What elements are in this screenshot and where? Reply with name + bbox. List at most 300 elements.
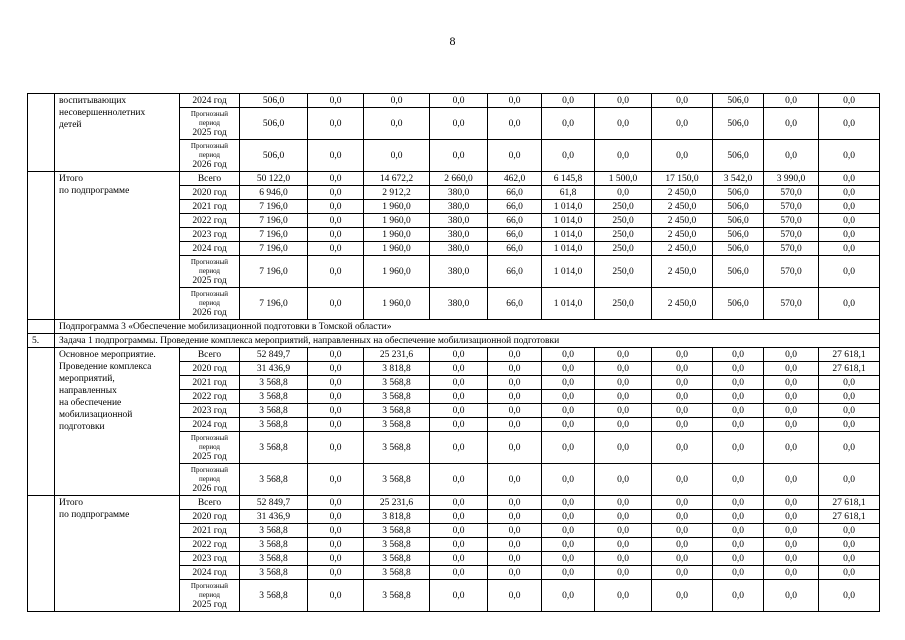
value-cell: 0,0 xyxy=(488,348,542,362)
value-cell: 0,0 xyxy=(764,362,819,376)
value-cell: 0,0 xyxy=(430,108,488,140)
value-cell: 0,0 xyxy=(713,580,764,612)
value-cell: 0,0 xyxy=(819,214,880,228)
period-year: 2025 год xyxy=(192,451,227,462)
value-cell: 3 568,8 xyxy=(240,566,308,580)
value-cell: 66,0 xyxy=(488,228,542,242)
value-cell: 0,0 xyxy=(764,348,819,362)
value-cell: 0,0 xyxy=(595,566,652,580)
value-cell: 570,0 xyxy=(764,214,819,228)
value-cell: 0,0 xyxy=(542,566,595,580)
value-cell: 66,0 xyxy=(488,200,542,214)
value-cell: 6 145,8 xyxy=(542,172,595,186)
period-cell: 2023 год xyxy=(180,552,240,566)
period-cell: 2024 год xyxy=(180,242,240,256)
value-cell: 3 818,8 xyxy=(364,510,430,524)
period-cell: 2020 год xyxy=(180,186,240,200)
value-cell: 0,0 xyxy=(819,432,880,464)
value-cell: 2 450,0 xyxy=(652,288,713,320)
value-cell: 0,0 xyxy=(819,108,880,140)
period-cell: 2021 год xyxy=(180,200,240,214)
value-cell: 3 568,8 xyxy=(240,376,308,390)
table-row xyxy=(28,172,880,186)
value-cell: 0,0 xyxy=(764,510,819,524)
value-cell: 2 912,2 xyxy=(364,186,430,200)
value-cell: 0,0 xyxy=(308,214,364,228)
page-number: 8 xyxy=(449,34,456,48)
value-cell: 0,0 xyxy=(819,418,880,432)
value-cell: 506,0 xyxy=(713,186,764,200)
value-cell: 0,0 xyxy=(542,140,595,172)
value-cell: 0,0 xyxy=(713,362,764,376)
value-cell: 0,0 xyxy=(819,256,880,288)
value-cell: 380,0 xyxy=(430,200,488,214)
value-cell: 1 014,0 xyxy=(542,288,595,320)
value-cell: 250,0 xyxy=(595,242,652,256)
value-cell: 0,0 xyxy=(652,580,713,612)
value-cell: 0,0 xyxy=(595,580,652,612)
value-cell: 0,0 xyxy=(488,390,542,404)
value-cell: 0,0 xyxy=(542,94,595,108)
value-cell: 506,0 xyxy=(240,140,308,172)
period-cell: 2024 год xyxy=(180,566,240,580)
value-cell: 0,0 xyxy=(308,228,364,242)
value-cell: 1 014,0 xyxy=(542,256,595,288)
forecast-label: Прогнозный период xyxy=(190,109,229,127)
value-cell: 0,0 xyxy=(542,404,595,418)
row-number-cell xyxy=(28,94,55,172)
period-cell: 2022 год xyxy=(180,538,240,552)
value-cell: 2 450,0 xyxy=(652,256,713,288)
value-cell: 3 568,8 xyxy=(240,432,308,464)
value-cell: 1 960,0 xyxy=(364,228,430,242)
value-cell: 1 014,0 xyxy=(542,228,595,242)
value-cell: 52 849,7 xyxy=(240,348,308,362)
value-cell: 570,0 xyxy=(764,256,819,288)
value-cell: 506,0 xyxy=(713,108,764,140)
period-cell xyxy=(180,288,240,320)
value-cell: 0,0 xyxy=(488,580,542,612)
period-cell: Всего xyxy=(180,348,240,362)
period-year: 2025 год xyxy=(192,275,227,286)
period-cell: 2020 год xyxy=(180,510,240,524)
value-cell: 0,0 xyxy=(364,94,430,108)
value-cell: 1 960,0 xyxy=(364,200,430,214)
value-cell: 7 196,0 xyxy=(240,228,308,242)
value-cell: 3 568,8 xyxy=(364,464,430,496)
value-cell: 380,0 xyxy=(430,242,488,256)
value-cell: 2 450,0 xyxy=(652,200,713,214)
value-cell: 0,0 xyxy=(764,404,819,418)
value-cell: 0,0 xyxy=(764,140,819,172)
value-cell: 0,0 xyxy=(430,362,488,376)
value-cell: 380,0 xyxy=(430,228,488,242)
value-cell: 0,0 xyxy=(819,524,880,538)
value-cell: 0,0 xyxy=(308,496,364,510)
value-cell: 0,0 xyxy=(542,524,595,538)
value-cell: 1 960,0 xyxy=(364,288,430,320)
value-cell: 0,0 xyxy=(308,418,364,432)
value-cell: 1 500,0 xyxy=(595,172,652,186)
value-cell: 0,0 xyxy=(308,376,364,390)
row-number-cell: 5. xyxy=(28,334,55,348)
value-cell: 250,0 xyxy=(595,256,652,288)
value-cell: 66,0 xyxy=(488,288,542,320)
value-cell: 3 568,8 xyxy=(364,404,430,418)
value-cell: 3 568,8 xyxy=(364,566,430,580)
value-cell: 27 618,1 xyxy=(819,362,880,376)
value-cell: 7 196,0 xyxy=(240,200,308,214)
value-cell: 0,0 xyxy=(430,538,488,552)
value-cell: 0,0 xyxy=(713,418,764,432)
period-cell xyxy=(180,140,240,172)
value-cell: 0,0 xyxy=(819,172,880,186)
value-cell: 250,0 xyxy=(595,288,652,320)
value-cell: 0,0 xyxy=(595,390,652,404)
value-cell: 0,0 xyxy=(430,580,488,612)
value-cell: 0,0 xyxy=(713,538,764,552)
value-cell: 506,0 xyxy=(713,140,764,172)
period-cell xyxy=(180,256,240,288)
value-cell: 0,0 xyxy=(308,404,364,418)
value-cell: 0,0 xyxy=(652,108,713,140)
value-cell: 0,0 xyxy=(764,524,819,538)
value-cell: 0,0 xyxy=(652,464,713,496)
period-cell: 2024 год xyxy=(180,94,240,108)
item-name: Итого по подпрограмме xyxy=(55,172,180,320)
value-cell: 3 568,8 xyxy=(240,524,308,538)
value-cell: 3 568,8 xyxy=(240,418,308,432)
value-cell: 6 946,0 xyxy=(240,186,308,200)
period-cell: 2020 год xyxy=(180,362,240,376)
value-cell: 3 568,8 xyxy=(240,552,308,566)
value-cell: 0,0 xyxy=(542,432,595,464)
value-cell: 0,0 xyxy=(595,108,652,140)
value-cell: 0,0 xyxy=(308,242,364,256)
value-cell: 0,0 xyxy=(488,362,542,376)
forecast-label: Прогнозный период xyxy=(190,433,229,451)
value-cell: 570,0 xyxy=(764,186,819,200)
period-cell: 2022 год xyxy=(180,214,240,228)
value-cell: 3 568,8 xyxy=(364,376,430,390)
value-cell: 0,0 xyxy=(488,552,542,566)
period-cell: Всего xyxy=(180,496,240,510)
value-cell: 0,0 xyxy=(430,390,488,404)
value-cell: 66,0 xyxy=(488,214,542,228)
value-cell: 0,0 xyxy=(713,432,764,464)
value-cell: 0,0 xyxy=(308,362,364,376)
value-cell: 61,8 xyxy=(542,186,595,200)
value-cell: 0,0 xyxy=(308,94,364,108)
value-cell: 0,0 xyxy=(713,496,764,510)
value-cell: 0,0 xyxy=(308,108,364,140)
value-cell: 0,0 xyxy=(308,348,364,362)
item-name: Итого по подпрограмме xyxy=(55,496,180,612)
value-cell: 3 568,8 xyxy=(364,390,430,404)
value-cell: 0,0 xyxy=(542,108,595,140)
value-cell: 0,0 xyxy=(652,432,713,464)
forecast-label: Прогнозный период xyxy=(190,289,229,307)
value-cell: 0,0 xyxy=(819,140,880,172)
period-cell: 2024 год xyxy=(180,418,240,432)
value-cell: 0,0 xyxy=(595,404,652,418)
value-cell: 7 196,0 xyxy=(240,256,308,288)
row-number-cell xyxy=(28,320,55,334)
value-cell: 0,0 xyxy=(819,228,880,242)
value-cell: 0,0 xyxy=(488,464,542,496)
value-cell: 0,0 xyxy=(713,464,764,496)
period-year: 2026 год xyxy=(192,307,227,318)
period-cell: 2023 год xyxy=(180,228,240,242)
row-number-cell xyxy=(28,348,55,496)
table-row xyxy=(28,94,880,108)
value-cell: 0,0 xyxy=(713,404,764,418)
forecast-label: Прогнозный период xyxy=(190,581,229,599)
value-cell: 25 231,6 xyxy=(364,496,430,510)
value-cell: 3 568,8 xyxy=(364,580,430,612)
value-cell: 2 450,0 xyxy=(652,228,713,242)
value-cell: 0,0 xyxy=(595,348,652,362)
value-cell: 0,0 xyxy=(819,580,880,612)
value-cell: 0,0 xyxy=(430,552,488,566)
value-cell: 2 450,0 xyxy=(652,186,713,200)
value-cell: 66,0 xyxy=(488,186,542,200)
value-cell: 0,0 xyxy=(595,464,652,496)
row-number-cell xyxy=(28,496,55,612)
value-cell: 1 960,0 xyxy=(364,256,430,288)
value-cell: 0,0 xyxy=(542,580,595,612)
value-cell: 0,0 xyxy=(308,538,364,552)
value-cell: 0,0 xyxy=(542,362,595,376)
value-cell: 3 818,8 xyxy=(364,362,430,376)
value-cell: 0,0 xyxy=(308,566,364,580)
table-body xyxy=(28,94,880,612)
value-cell: 0,0 xyxy=(764,538,819,552)
value-cell: 0,0 xyxy=(819,288,880,320)
value-cell: 0,0 xyxy=(595,94,652,108)
forecast-label: Прогнозный период xyxy=(190,257,229,275)
value-cell: 0,0 xyxy=(542,552,595,566)
value-cell: 0,0 xyxy=(488,566,542,580)
value-cell: 0,0 xyxy=(819,552,880,566)
value-cell: 2 450,0 xyxy=(652,214,713,228)
value-cell: 0,0 xyxy=(488,418,542,432)
value-cell: 506,0 xyxy=(713,256,764,288)
value-cell: 0,0 xyxy=(764,418,819,432)
value-cell: 0,0 xyxy=(308,390,364,404)
period-cell xyxy=(180,108,240,140)
value-cell: 3 568,8 xyxy=(240,404,308,418)
value-cell: 0,0 xyxy=(488,404,542,418)
value-cell: 0,0 xyxy=(595,496,652,510)
value-cell: 1 014,0 xyxy=(542,200,595,214)
value-cell: 2 660,0 xyxy=(430,172,488,186)
period-year: 2026 год xyxy=(192,159,227,170)
value-cell: 570,0 xyxy=(764,242,819,256)
value-cell: 380,0 xyxy=(430,288,488,320)
value-cell: 0,0 xyxy=(430,496,488,510)
value-cell: 0,0 xyxy=(595,524,652,538)
value-cell: 250,0 xyxy=(595,200,652,214)
section-heading: Подпрограмма 3 «Обеспечение мобилизационной подготовки в Томской области» xyxy=(55,320,880,334)
value-cell: 0,0 xyxy=(595,538,652,552)
value-cell: 0,0 xyxy=(308,524,364,538)
value-cell: 0,0 xyxy=(430,432,488,464)
value-cell: 0,0 xyxy=(819,200,880,214)
forecast-label: Прогнозный период xyxy=(190,141,229,159)
value-cell: 0,0 xyxy=(819,464,880,496)
value-cell: 3 990,0 xyxy=(764,172,819,186)
value-cell: 506,0 xyxy=(713,228,764,242)
value-cell: 0,0 xyxy=(819,390,880,404)
value-cell: 0,0 xyxy=(308,200,364,214)
section-heading-row xyxy=(28,320,880,334)
forecast-label: Прогнозный период xyxy=(190,465,229,483)
period-cell: Всего xyxy=(180,172,240,186)
value-cell: 27 618,1 xyxy=(819,496,880,510)
value-cell: 0,0 xyxy=(652,524,713,538)
value-cell: 0,0 xyxy=(713,376,764,390)
value-cell: 0,0 xyxy=(713,524,764,538)
value-cell: 66,0 xyxy=(488,256,542,288)
value-cell: 0,0 xyxy=(542,496,595,510)
value-cell: 0,0 xyxy=(652,496,713,510)
value-cell: 0,0 xyxy=(652,510,713,524)
value-cell: 2 450,0 xyxy=(652,242,713,256)
value-cell: 3 568,8 xyxy=(364,432,430,464)
value-cell: 506,0 xyxy=(713,94,764,108)
period-cell: 2021 год xyxy=(180,524,240,538)
value-cell: 0,0 xyxy=(308,172,364,186)
value-cell: 0,0 xyxy=(364,140,430,172)
value-cell: 0,0 xyxy=(308,432,364,464)
value-cell: 0,0 xyxy=(764,432,819,464)
value-cell: 0,0 xyxy=(652,376,713,390)
value-cell: 0,0 xyxy=(430,404,488,418)
value-cell: 0,0 xyxy=(308,580,364,612)
value-cell: 0,0 xyxy=(308,510,364,524)
period-cell xyxy=(180,432,240,464)
value-cell: 0,0 xyxy=(308,464,364,496)
value-cell: 0,0 xyxy=(652,566,713,580)
value-cell: 506,0 xyxy=(240,94,308,108)
value-cell: 0,0 xyxy=(430,524,488,538)
value-cell: 0,0 xyxy=(542,390,595,404)
value-cell: 506,0 xyxy=(713,214,764,228)
value-cell: 0,0 xyxy=(595,362,652,376)
value-cell: 0,0 xyxy=(764,496,819,510)
value-cell: 0,0 xyxy=(430,348,488,362)
period-cell: 2022 год xyxy=(180,390,240,404)
value-cell: 3 568,8 xyxy=(240,580,308,612)
value-cell: 31 436,9 xyxy=(240,510,308,524)
item-name: воспитывающих несовершеннолетних детей xyxy=(55,94,180,172)
section-heading: Задача 1 подпрограммы. Проведение комплекса мероприятий, направленных на обеспечение мобилизационной подготовки xyxy=(55,334,880,348)
value-cell: 506,0 xyxy=(240,108,308,140)
value-cell: 0,0 xyxy=(542,464,595,496)
value-cell: 250,0 xyxy=(595,228,652,242)
value-cell: 1 960,0 xyxy=(364,214,430,228)
value-cell: 0,0 xyxy=(488,496,542,510)
value-cell: 3 568,8 xyxy=(364,552,430,566)
value-cell: 0,0 xyxy=(764,566,819,580)
value-cell: 0,0 xyxy=(652,94,713,108)
value-cell: 0,0 xyxy=(542,538,595,552)
value-cell: 0,0 xyxy=(595,432,652,464)
value-cell: 3 542,0 xyxy=(713,172,764,186)
period-year: 2026 год xyxy=(192,483,227,494)
value-cell: 0,0 xyxy=(764,580,819,612)
value-cell: 250,0 xyxy=(595,214,652,228)
value-cell: 0,0 xyxy=(819,404,880,418)
value-cell: 17 150,0 xyxy=(652,172,713,186)
value-cell: 0,0 xyxy=(652,418,713,432)
value-cell: 0,0 xyxy=(652,140,713,172)
value-cell: 0,0 xyxy=(713,390,764,404)
value-cell: 27 618,1 xyxy=(819,348,880,362)
item-name: Основное мероприятие. Проведение комплекса мероприятий, направленных на обеспечение мобилизационной подготовки xyxy=(55,348,180,496)
value-cell: 0,0 xyxy=(764,552,819,566)
value-cell: 1 014,0 xyxy=(542,242,595,256)
value-cell: 25 231,6 xyxy=(364,348,430,362)
value-cell: 0,0 xyxy=(308,288,364,320)
value-cell: 0,0 xyxy=(488,140,542,172)
period-cell: 2023 год xyxy=(180,404,240,418)
period-year: 2025 год xyxy=(192,599,227,610)
value-cell: 0,0 xyxy=(764,464,819,496)
value-cell: 0,0 xyxy=(595,140,652,172)
value-cell: 3 568,8 xyxy=(240,538,308,552)
value-cell: 0,0 xyxy=(430,94,488,108)
value-cell: 0,0 xyxy=(542,376,595,390)
value-cell: 3 568,8 xyxy=(240,390,308,404)
value-cell: 0,0 xyxy=(430,464,488,496)
value-cell: 0,0 xyxy=(488,432,542,464)
value-cell: 0,0 xyxy=(595,186,652,200)
value-cell: 0,0 xyxy=(713,348,764,362)
period-cell: 2021 год xyxy=(180,376,240,390)
value-cell: 0,0 xyxy=(308,256,364,288)
value-cell: 0,0 xyxy=(652,362,713,376)
value-cell: 7 196,0 xyxy=(240,288,308,320)
value-cell: 0,0 xyxy=(308,140,364,172)
value-cell: 0,0 xyxy=(542,510,595,524)
value-cell: 462,0 xyxy=(488,172,542,186)
value-cell: 0,0 xyxy=(764,94,819,108)
value-cell: 0,0 xyxy=(652,538,713,552)
value-cell: 7 196,0 xyxy=(240,242,308,256)
value-cell: 1 960,0 xyxy=(364,242,430,256)
value-cell: 506,0 xyxy=(713,200,764,214)
value-cell: 0,0 xyxy=(819,94,880,108)
value-cell: 380,0 xyxy=(430,256,488,288)
value-cell: 0,0 xyxy=(819,242,880,256)
value-cell: 0,0 xyxy=(595,376,652,390)
value-cell: 0,0 xyxy=(595,418,652,432)
value-cell: 0,0 xyxy=(488,108,542,140)
value-cell: 0,0 xyxy=(652,348,713,362)
value-cell: 3 568,8 xyxy=(240,464,308,496)
value-cell: 0,0 xyxy=(764,108,819,140)
value-cell: 7 196,0 xyxy=(240,214,308,228)
value-cell: 27 618,1 xyxy=(819,510,880,524)
value-cell: 0,0 xyxy=(542,348,595,362)
value-cell: 0,0 xyxy=(764,390,819,404)
value-cell: 0,0 xyxy=(595,510,652,524)
value-cell: 3 568,8 xyxy=(364,538,430,552)
value-cell: 0,0 xyxy=(364,108,430,140)
value-cell: 0,0 xyxy=(652,552,713,566)
